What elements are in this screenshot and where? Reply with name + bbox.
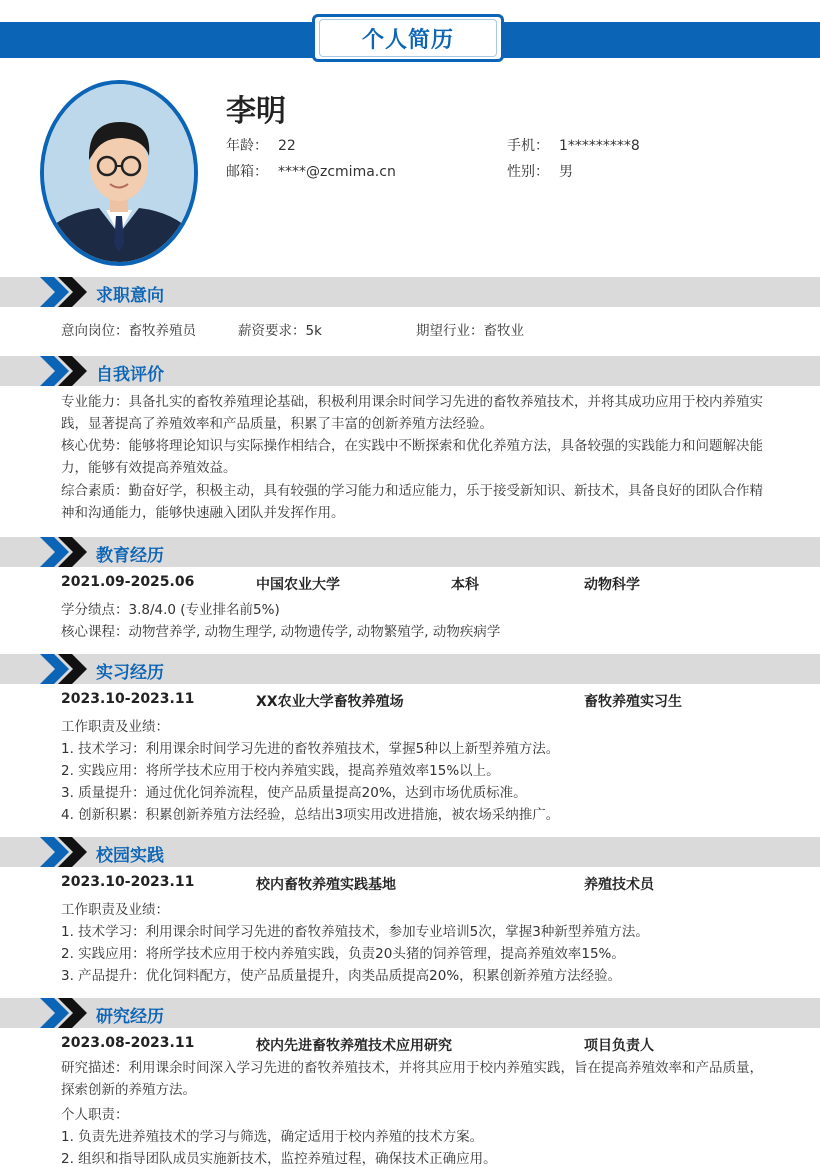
double-chevron-icon — [40, 356, 90, 386]
intent-industry: 期望行业：畜牧业 — [416, 323, 524, 339]
self-eval-strength: 核心优势：能够将理论知识与实际操作相结合，在实践中不断探索和优化养殖方法，具备较强的实践能力和问题解决能力，能够有效提高养殖效益。 — [61, 438, 763, 476]
section-title-edu: 教育经历 — [96, 546, 164, 566]
edu-degree: 本科 — [451, 577, 479, 593]
section-title-campus: 校园实践 — [96, 846, 164, 866]
edu-gpa: 学分绩点：3.8/4.0 (专业排名前5%) — [61, 602, 280, 618]
section-title-research: 研究经历 — [96, 1007, 164, 1027]
campus-period: 2023.10-2023.11 — [61, 874, 195, 890]
edu-major: 动物科学 — [584, 577, 640, 593]
campus-row — [61, 874, 761, 894]
gender-label: 性别： — [507, 164, 549, 180]
campus-org: 校内畜牧养殖实践基地 — [256, 877, 396, 893]
research-project: 校内先进畜牧养殖技术应用研究 — [256, 1038, 452, 1054]
intern-item: 3. 质量提升：通过优化饲养流程，使产品质量提高20%，达到市场优质标准。 — [61, 785, 527, 801]
edu-school: 中国农业大学 — [256, 577, 340, 593]
section-title-intern: 实习经历 — [96, 663, 164, 683]
gender-value: 男 — [559, 164, 573, 180]
resume-title-box — [312, 14, 504, 62]
avatar — [40, 80, 198, 266]
intern-item: 2. 实践应用：将所学技术应用于校内养殖实践，提高养殖效率15%以上。 — [61, 763, 500, 779]
resume-title: 个人简历 — [319, 19, 497, 57]
phone-value: 1*********8 — [559, 138, 640, 154]
double-chevron-icon — [40, 537, 90, 567]
intent-position: 意向岗位：畜牧养殖员 — [61, 323, 196, 339]
intern-org: XX农业大学畜牧养殖场 — [256, 694, 404, 710]
age-info — [226, 135, 296, 155]
section-header-campus — [0, 837, 820, 867]
campus-intro: 工作职责及业绩： — [61, 902, 169, 918]
research-role: 项目负责人 — [584, 1038, 654, 1054]
campus-item: 1. 技术学习：利用课余时间学习先进的畜牧养殖技术，参加专业培训5次，掌握3种新型养殖方法。 — [61, 924, 649, 940]
self-eval-professional: 专业能力：具备扎实的畜牧养殖理论基础，积极利用课余时间学习先进的畜牧养殖技术，并将其成功应用于校内养殖实践，显著提高了养殖效率和产品质量，积累了丰富的创新养殖方法经验。 — [61, 394, 763, 432]
edu-period: 2021.09-2025.06 — [61, 574, 195, 590]
research-row — [61, 1035, 761, 1055]
phone-label: 手机： — [507, 138, 549, 154]
research-item: 2. 组织和指导团队成员实施新技术，监控养殖过程，确保技术正确应用。 — [61, 1151, 497, 1167]
section-header-edu — [0, 537, 820, 567]
email-info — [226, 161, 396, 181]
double-chevron-icon — [40, 998, 90, 1028]
section-title-intent: 求职意向 — [96, 286, 164, 306]
gender-info — [507, 161, 573, 181]
double-chevron-icon — [40, 837, 90, 867]
intern-item: 1. 技术学习：利用课余时间学习先进的畜牧养殖技术，掌握5种以上新型养殖方法。 — [61, 741, 560, 757]
intern-role: 畜牧养殖实习生 — [584, 694, 682, 710]
age-value: 22 — [278, 138, 296, 154]
campus-role: 养殖技术员 — [584, 877, 654, 893]
research-duty-label: 个人职责： — [61, 1107, 129, 1123]
age-label: 年龄： — [226, 138, 268, 154]
section-title-self: 自我评价 — [96, 365, 164, 385]
section-header-intern — [0, 654, 820, 684]
research-item: 1. 负责先进养殖技术的学习与筛选，确定适用于校内养殖的技术方案。 — [61, 1129, 484, 1145]
intern-item: 4. 创新积累：积累创新养殖方法经验，总结出3项实用改进措施，被农场采纳推广。 — [61, 807, 560, 823]
intern-intro: 工作职责及业绩： — [61, 719, 169, 735]
person-name: 李明 — [226, 94, 286, 129]
campus-item: 3. 产品提升：优化饲料配方，使产品质量提升，肉类品质提高20%，积累创新养殖方法经验。 — [61, 968, 622, 984]
phone-info — [507, 135, 640, 155]
section-header-intent — [0, 277, 820, 307]
email-label: 邮箱： — [226, 164, 268, 180]
section-header-self — [0, 356, 820, 386]
campus-item: 2. 实践应用：将所学技术应用于校内养殖实践，负责20头猪的饲养管理，提高养殖效率15%。 — [61, 946, 625, 962]
intern-row — [61, 691, 761, 711]
self-eval-quality: 综合素质：勤奋好学，积极主动，具有较强的学习能力和适应能力，乐于接受新知识、新技术，具备良好的团队合作精神和沟通能力，能够快速融入团队并发挥作用。 — [61, 483, 763, 521]
double-chevron-icon — [40, 654, 90, 684]
double-chevron-icon — [40, 277, 90, 307]
edu-courses: 核心课程：动物营养学, 动物生理学, 动物遗传学, 动物繁殖学, 动物疾病学 — [61, 624, 501, 640]
intern-period: 2023.10-2023.11 — [61, 691, 195, 707]
edu-row — [61, 574, 761, 594]
research-period: 2023.08-2023.11 — [61, 1035, 195, 1051]
intent-salary: 薪资要求：5k — [238, 323, 322, 339]
research-desc: 研究描述：利用课余时间深入学习先进的畜牧养殖技术，并将其应用于校内养殖实践，旨在提高养殖效率和产品质量，探索创新的养殖方法。 — [61, 1060, 763, 1098]
section-header-research — [0, 998, 820, 1028]
email-value: ****@zcmima.cn — [278, 164, 396, 180]
